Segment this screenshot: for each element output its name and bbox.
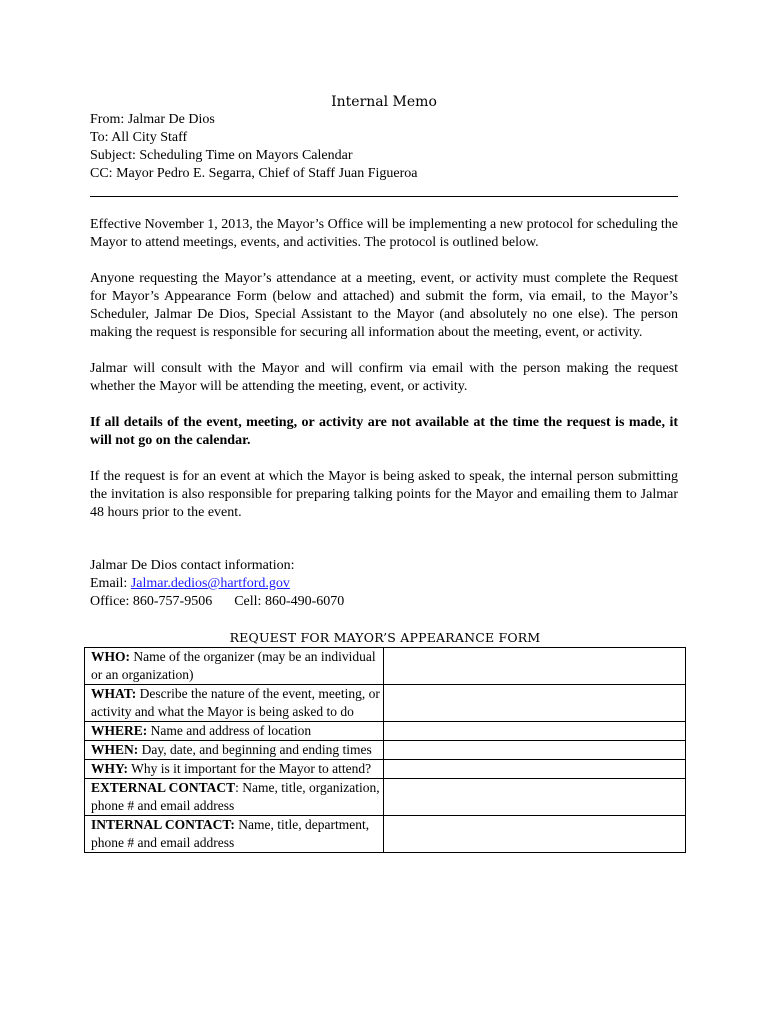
contact-phone-line xyxy=(90,593,678,611)
field-description: Day, date, and beginning and ending times xyxy=(138,742,372,757)
field-label: EXTERNAL CONTACT xyxy=(91,780,236,795)
field-description: : Name, title, organization, phone # and email address xyxy=(91,780,380,813)
paragraph-warning: If all details of the event, meeting, or activity are not available at the time the request is made, it will not go on the calendar. xyxy=(90,415,678,448)
contact-email-line xyxy=(90,575,678,593)
memo-cc: CC: Mayor Pedro E. Segarra, Chief of Staff Juan Figueroa xyxy=(90,166,418,181)
memo-title: Internal Memo xyxy=(331,94,437,110)
header-divider xyxy=(90,196,678,197)
field-label: WHEN: xyxy=(91,742,139,757)
form-row-where xyxy=(85,722,686,741)
email-label: Email: xyxy=(90,576,131,591)
field-description: Name of the organizer (may be an individual or an organization) xyxy=(91,649,376,682)
memo-from: From: Jalmar De Dios xyxy=(90,112,215,127)
appearance-form-table xyxy=(84,647,686,853)
where-input-cell[interactable] xyxy=(383,722,685,741)
field-description: Why is it important for the Mayor to attend? xyxy=(128,761,372,776)
field-label: WHY: xyxy=(91,761,129,776)
why-input-cell[interactable] xyxy=(383,760,685,779)
field-label: WHERE: xyxy=(91,723,148,738)
memo-body xyxy=(90,216,678,540)
field-label: WHO: xyxy=(91,649,130,664)
form-label-cell xyxy=(85,648,384,685)
memo-header xyxy=(90,111,678,183)
paragraph-speaking: If the request is for an event at which the Mayor is being asked to speak, the internal person submitting the invitation is also responsible for preparing talking points for the Mayor and emailing them to Jalmar 48 hours prior to the event. xyxy=(90,469,678,520)
form-row-what xyxy=(85,685,686,722)
field-label: WHAT: xyxy=(91,686,137,701)
internal-contact-input-cell[interactable] xyxy=(383,816,685,853)
email-link[interactable]: Jalmar.dedios@hartford.gov xyxy=(130,576,290,591)
contact-info xyxy=(90,557,678,611)
external-contact-input-cell[interactable] xyxy=(383,779,685,816)
form-label-cell xyxy=(85,816,384,853)
cell-phone: Cell: 860-490-6070 xyxy=(234,594,345,609)
contact-heading: Jalmar De Dios contact information: xyxy=(90,558,295,573)
when-input-cell[interactable] xyxy=(383,741,685,760)
form-label-cell xyxy=(85,741,384,760)
field-label: INTERNAL CONTACT: xyxy=(91,817,235,832)
form-row-when xyxy=(85,741,686,760)
memo-to: To: All City Staff xyxy=(90,130,188,145)
form-row-who xyxy=(85,648,686,685)
form-row-internal-contact xyxy=(85,816,686,853)
form-label-cell xyxy=(85,779,384,816)
paragraph-protocol: Effective November 1, 2013, the Mayor’s Office will be implementing a new protocol for scheduling the Mayor to attend meetings, events, and activities. The protocol is outlined below. xyxy=(90,217,678,250)
who-input-cell[interactable] xyxy=(383,648,685,685)
form-row-why xyxy=(85,760,686,779)
form-label-cell xyxy=(85,722,384,741)
field-description: Name and address of location xyxy=(147,723,312,738)
field-description: Describe the nature of the event, meeting, or activity and what the Mayor is being asked to do xyxy=(91,686,380,719)
field-description: Name, title, department, phone # and email address xyxy=(91,817,370,850)
paragraph-request: Anyone requesting the Mayor’s attendance at a meeting, event, or activity must complete the Request for Mayor’s Appearance Form (below and attached) and submit the form, via email, to the Mayor’s Scheduler, Jalmar De Dios, Special Assistant to the Mayor (and absolutely no one else). The person making the request is responsible for securing all information about the meeting, event, or activity. xyxy=(90,271,678,340)
what-input-cell[interactable] xyxy=(383,685,685,722)
form-row-external-contact xyxy=(85,779,686,816)
form-label-cell xyxy=(85,760,384,779)
form-title: REQUEST FOR MAYOR’S APPEARANCE FORM xyxy=(229,630,541,645)
office-phone: Office: 860-757-9506 xyxy=(90,594,213,609)
paragraph-confirm: Jalmar will consult with the Mayor and will confirm via email with the person making the request whether the Mayor will be attending the meeting, event, or activity. xyxy=(90,361,678,394)
memo-subject: Subject: Scheduling Time on Mayors Calendar xyxy=(90,148,353,163)
form-label-cell xyxy=(85,685,384,722)
